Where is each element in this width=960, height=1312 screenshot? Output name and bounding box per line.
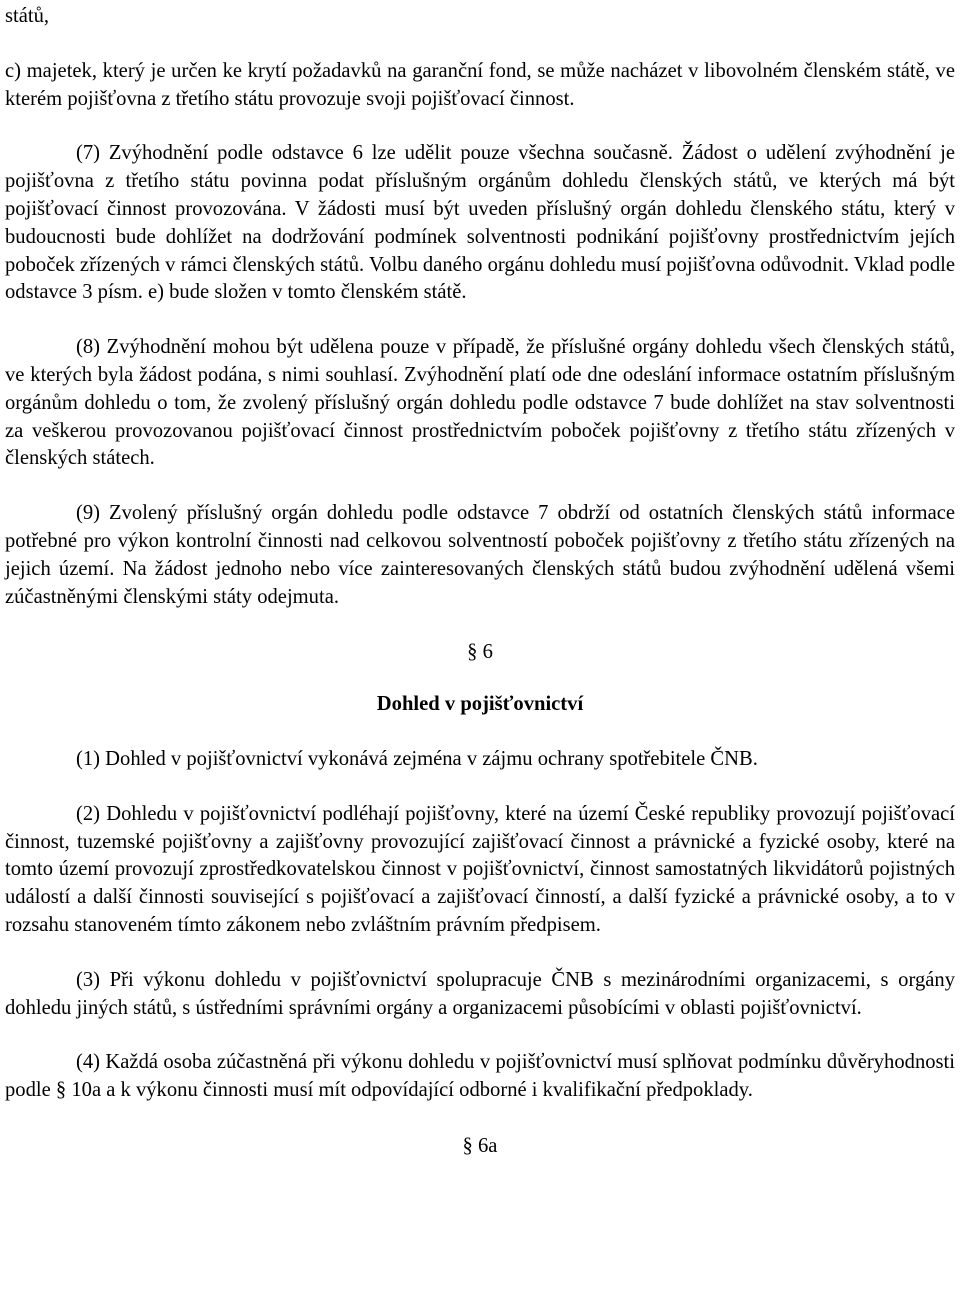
paragraph-9: (9) Zvolený příslušný orgán dohledu podle odstavce 7 obdrží od ostatních členských států informace potřebné pro výkon kontrolní činnosti nad celkovou solventností poboček pojišťovny z třetího státu zřízených na jejich území. Na žádost jednoho nebo více zainteresovaných členských států budou zvýhodnění udělená všemi zúčastněnými členskými státy odejmuta. [5, 502, 955, 608]
section-6-paragraph-1: (1) Dohled v pojišťovnictví vykonává zejména v zájmu ochrany spotřebitele ČNB. [76, 747, 758, 770]
paragraph-8: (8) Zvýhodnění mohou být udělena pouze v případě, že příslušné orgány dohledu všech členských států, ve kterých byla žádost podána, s nimi souhlasí. Zvýhodnění platí ode dne odeslání informace ostatním příslušným orgánům dohledu o tom, že zvolený příslušný orgán dohledu podle odstavce 7 bude dohlížet na stav solventnosti za veškerou provozovanou pojišťovací činnost prostřednictvím poboček pojišťovny z třetího státu zřízených v členských státech. [5, 336, 955, 470]
paragraph-7: (7) Zvýhodnění podle odstavce 6 lze udělit pouze všechna současně. Žádost o udělení zvýhodnění je pojišťovna z třetího státu povinna podat příslušným orgánům dohledu členských států, ve kterých má být pojišťovací činnost provozována. V žádosti musí být uveden příslušný orgán dohledu členského státu, který v budoucnosti bude dohlížet na dodržování podmínek solventnosti podnikání pojišťovny prostřednictvím jejích poboček zřízených v rámci členských států. Volbu daného orgánu dohledu musí pojišťovna odůvodnit. Vklad podle odstavce 3 písm. e) bude složen v tomto členském státě. [5, 142, 955, 304]
section-6-paragraph-4: (4) Každá osoba zúčastněná při výkonu dohledu v pojišťovnictví musí splňovat podmínku důvěryhodnosti podle § 10a a k výkonu činnosti musí mít odpovídající odborné i kvalifikační předpoklady. [5, 1051, 955, 1102]
section-6-title: Dohled v pojišťovnictví [376, 693, 584, 716]
section-6-paragraph-2: (2) Dohledu v pojišťovnictví podléhají pojišťovny, které na území České republiky provozují pojišťovací činnost, tuzemské pojišťovny a zajišťovny provozující zajišťovací činnost a právnické a fyzické osoby, které na tomto území provozují zprostředkovatelskou činnost v pojišťovnictví, činnost samostatných likvidátorů pojistných událostí a další činnosti související s pojišťovací a zajišťovací činností, a další fyzické a právnické osoby, a to v rozsahu stanoveném tímto zákonem nebo zvláštním právním předpisem. [5, 802, 955, 936]
section-6a-number: § 6a [462, 1134, 498, 1157]
section-6-paragraph-3: (3) Při výkonu dohledu v pojišťovnictví spolupracuje ČNB s mezinárodními organizacemi, s orgány dohledu jiných států, s ústředními správními orgány a organizacemi působícími v oblasti pojišťovnictví. [5, 968, 955, 1019]
document-page [5, 0, 955, 1161]
section-6-number: § 6 [467, 641, 493, 664]
paragraph-c: c) majetek, který je určen ke krytí požadavků na garanční fond, se může nacházet v libovolném členském státě, ve kterém pojišťovna z třetího státu provozuje svoji pojišťovací činnost. [5, 59, 955, 110]
paragraph-continuation: států, [5, 5, 50, 27]
